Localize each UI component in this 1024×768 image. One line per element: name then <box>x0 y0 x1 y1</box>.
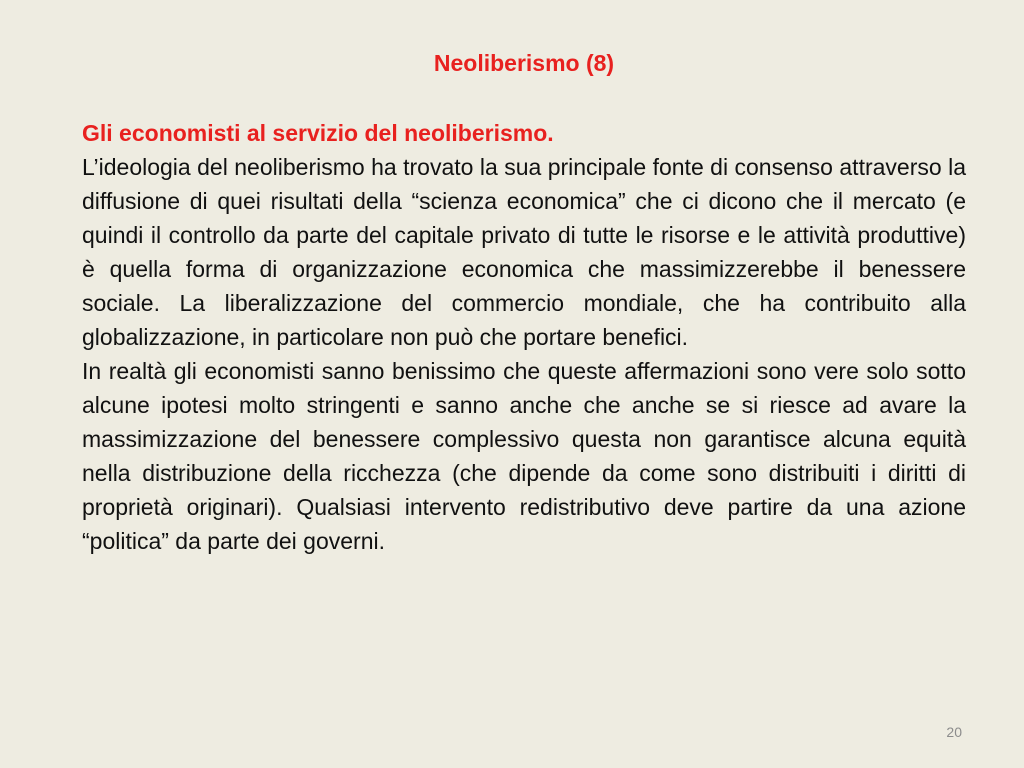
body-paragraph-1: L’ideologia del neoliberismo ha trovato la sua principale fonte di consenso attraverso la diffusione di quei risultati della “scienza economica” che ci dicono che il mercato (e quindi il controllo da parte del capitale privato di tutte le risorse e le attività produttive) è quella forma di organizzazione economica che massimizzerebbe il benessere sociale. La liberalizzazione del commercio mondiale, che ha contribuito alla globalizzazione, in particolare non può che portare benefici. <box>82 154 966 350</box>
slide-title: Neoliberismo (8) <box>433 50 615 76</box>
body-paragraph-2: In realtà gli economisti sanno benissimo che queste affermazioni sono vere solo sotto alcune ipotesi molto stringenti e sanno anche che anche se si riesce ad avare la massimizzazione del benessere complessivo questa non garantisce alcuna equità nella distribuzione della ricchezza (che dipende da come sono distribuiti i diritti di proprietà originari). Qualsiasi intervento redistributivo deve partire da una azione “politica” da parte dei governi. <box>82 358 966 554</box>
page-number: 20 <box>946 724 962 740</box>
slide-body <box>82 116 966 558</box>
section-heading: Gli economisti al servizio del neoliberismo. <box>82 120 554 146</box>
